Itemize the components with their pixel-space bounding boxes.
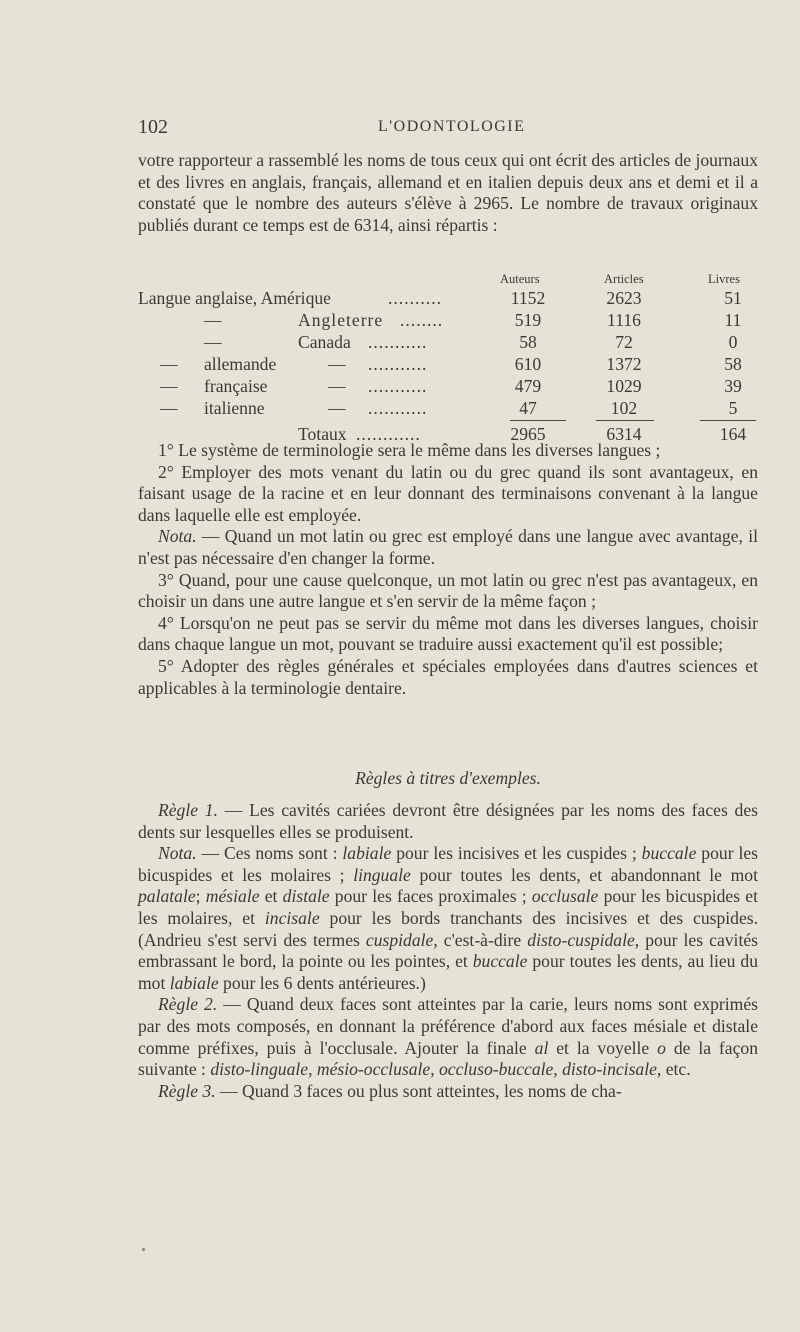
term: palatale <box>138 886 196 907</box>
cell-auteurs: 47 <box>519 398 537 418</box>
list-item: 1° Le système de terminologie sera le même dans les diverses langues ; <box>158 440 661 460</box>
row-dash-2: — <box>328 398 346 418</box>
nota-label: Nota. <box>158 526 197 547</box>
rule-2-text: et la voyelle <box>548 1037 658 1058</box>
cell-articles: 72 <box>615 332 633 352</box>
row-label: Langue anglaise, Amérique <box>138 288 331 308</box>
term: buccale <box>641 843 697 864</box>
table-row <box>138 310 758 332</box>
nota-text: pour les bords tranchants des incisives et des cuspides. (Andrieu s'est servi des termes <box>138 907 759 950</box>
sum-rule-articles <box>596 420 654 421</box>
cell-auteurs: 610 <box>514 354 542 374</box>
leader-dots: ........... <box>368 332 428 352</box>
row-label: Angleterre <box>298 310 384 330</box>
row-dash: — <box>160 398 178 418</box>
cell-auteurs: 1152 <box>510 288 546 308</box>
term: linguale <box>353 864 411 885</box>
nota-text: pour les bicuspides et les molaires, et <box>138 886 758 928</box>
leader-dots: ........... <box>368 398 428 418</box>
row-dash: — <box>204 310 222 330</box>
nota-text: pour les faces proximales ; <box>329 886 532 907</box>
nota-text: — Ces noms sont : <box>196 843 343 864</box>
numbered-list <box>138 440 758 699</box>
col-header-auteurs: Auteurs <box>500 272 540 286</box>
row-dash: — <box>204 332 222 352</box>
rule-3 <box>138 1081 758 1103</box>
total-articles: 6314 <box>606 424 642 444</box>
row-dash: — <box>160 354 178 374</box>
cell-livres: 39 <box>724 376 742 396</box>
table-row <box>138 354 758 376</box>
leader-dots: ........ <box>400 310 444 330</box>
nota-paragraph <box>138 526 758 569</box>
rule-1-text: — Les cavités cariées devront être désignées par les noms des faces des dents sur lesquelles elles se produisent. <box>138 800 758 842</box>
leader-dots: ............ <box>356 424 421 444</box>
row-label: allemande <box>204 354 277 374</box>
cell-livres: 58 <box>724 354 742 374</box>
term: labiale <box>342 843 392 864</box>
cell-livres: 51 <box>724 288 742 308</box>
leader-dots: ........... <box>368 376 428 396</box>
nota-text: et <box>259 886 283 907</box>
cell-auteurs: 58 <box>519 332 537 352</box>
intro-text: votre rapporteur a rassemblé les noms de tous ceux qui ont écrit des articles de journaux et des livres en anglais, français, allemand et en italien depuis deux ans et demi et il a constaté que le nombre des auteurs s'élève à 2965. Le nombre de travaux originaux publiés durant ce temps est de 6314, ainsi répartis : <box>138 150 758 235</box>
rule-2-text: , etc. <box>656 1059 691 1080</box>
row-label: française <box>204 376 268 396</box>
rule-nota <box>138 843 758 994</box>
nota-label: Nota. <box>158 843 197 864</box>
cell-articles: 1372 <box>606 354 642 374</box>
term: occlusale <box>531 886 599 907</box>
term: labiale <box>169 972 219 993</box>
list-item: 2° Employer des mots venant du latin ou du grec quand ils sont avantageux, en faisant usage de la racine et en leur donnant des terminaisons convenant à la langue dans laquelle elle est employée. <box>138 461 758 525</box>
term: o <box>657 1037 666 1058</box>
section-title: Règles à titres d'exemples. <box>355 768 541 788</box>
rule-3-label: Règle 3. <box>158 1080 216 1101</box>
cell-articles: 1116 <box>607 310 641 330</box>
list-item: 5° Adopter des règles générales et spéciales employées dans d'autres sciences et applicables à la terminologie dentaire. <box>138 655 758 698</box>
term: buccale <box>472 951 528 972</box>
cell-articles: 1029 <box>606 376 642 396</box>
table-row <box>138 332 758 354</box>
table-row <box>138 376 758 398</box>
cell-livres: 0 <box>728 332 738 352</box>
table-row <box>138 288 758 310</box>
intro-paragraph <box>138 150 758 236</box>
row-label: Canada <box>298 332 351 352</box>
rule-2-text: — Quand deux faces sont atteintes par la carie, leurs noms sont exprimés par des mots composés, en donnant la préférence d'abord aux faces mésiale et distale comme préfixes, puis à l'occlusale. Ajouter la finale <box>138 994 758 1058</box>
cell-auteurs: 519 <box>514 310 542 330</box>
term: mésiale <box>205 886 260 907</box>
page-number: 102 <box>138 116 168 138</box>
term: incisale <box>264 907 320 928</box>
nota-text: ; <box>195 886 206 907</box>
rule-3-text: — Quand 3 faces ou plus sont atteintes, les noms de cha- <box>215 1080 622 1101</box>
table-header <box>138 268 758 286</box>
nota-text: , c'est-à-dire <box>433 929 528 950</box>
nota-text: — Quand un mot latin ou grec est employé dans une langue avec avantage, il n'est pas nécessaire d'en changer la forme. <box>138 526 758 568</box>
rule-1 <box>138 800 758 843</box>
nota-text: , pour les cavités embrassant le bord, la pointe ou les pointes, et <box>138 929 758 972</box>
nota-text: pour les bicuspides et les molaires ; <box>138 843 759 885</box>
list-item: 4° Lorsqu'on ne peut pas se servir du même mot dans les diverses langues, choisir dans chaque langue un mot, pouvant se traduire aussi exactement qu'il est possible; <box>138 612 758 655</box>
total-auteurs: 2965 <box>510 424 546 444</box>
row-dash-2: — <box>328 376 346 396</box>
print-speck <box>142 1248 145 1251</box>
nota-text: pour toutes les dents, et abandonnant le mot <box>410 864 758 885</box>
nota-text: pour toutes les dents, au lieu du mot <box>138 951 758 993</box>
term: distale <box>282 886 330 907</box>
running-title: L'ODONTOLOGIE <box>378 118 526 135</box>
rule-2-text: de la façon suivante : <box>138 1037 759 1080</box>
leader-dots: .......... <box>388 288 442 308</box>
col-header-articles: Articles <box>604 272 644 286</box>
cell-articles: 2623 <box>606 288 642 308</box>
cell-articles: 102 <box>610 398 638 418</box>
sum-rule-auteurs <box>510 420 566 421</box>
rule-2-label: Règle 2. <box>158 994 218 1015</box>
total-label: Totaux <box>298 424 347 444</box>
row-dash: — <box>160 376 178 396</box>
nota-text: pour les 6 dents antérieures.) <box>218 972 426 993</box>
leader-dots: ........... <box>368 354 428 374</box>
total-livres: 164 <box>719 424 747 444</box>
rules-section <box>138 800 758 1102</box>
nota-text: pour les incisives et les cuspides ; <box>391 843 642 864</box>
row-label: italienne <box>204 398 265 418</box>
rule-2 <box>138 994 758 1080</box>
table-row <box>138 398 758 420</box>
list-item: 3° Quand, pour une cause quelconque, un mot latin ou grec n'est pas avantageux, en choisir un dans une autre langue et s'en servir de la même façon ; <box>138 569 758 612</box>
sum-rule-livres <box>700 420 756 421</box>
term: disto-cuspidale <box>527 929 635 950</box>
cell-livres: 11 <box>724 310 742 330</box>
page-header <box>138 116 758 142</box>
cell-auteurs: 479 <box>514 376 542 396</box>
term: cuspidale <box>365 929 434 950</box>
cell-livres: 5 <box>728 398 738 418</box>
row-dash-2: — <box>328 354 346 374</box>
term: al <box>534 1037 549 1058</box>
examples: disto-linguale, mésio-occlusale, occluso-buccale, disto-incisale <box>210 1059 657 1080</box>
rule-1-label: Règle 1. <box>158 800 218 820</box>
col-header-livres: Livres <box>708 272 740 286</box>
